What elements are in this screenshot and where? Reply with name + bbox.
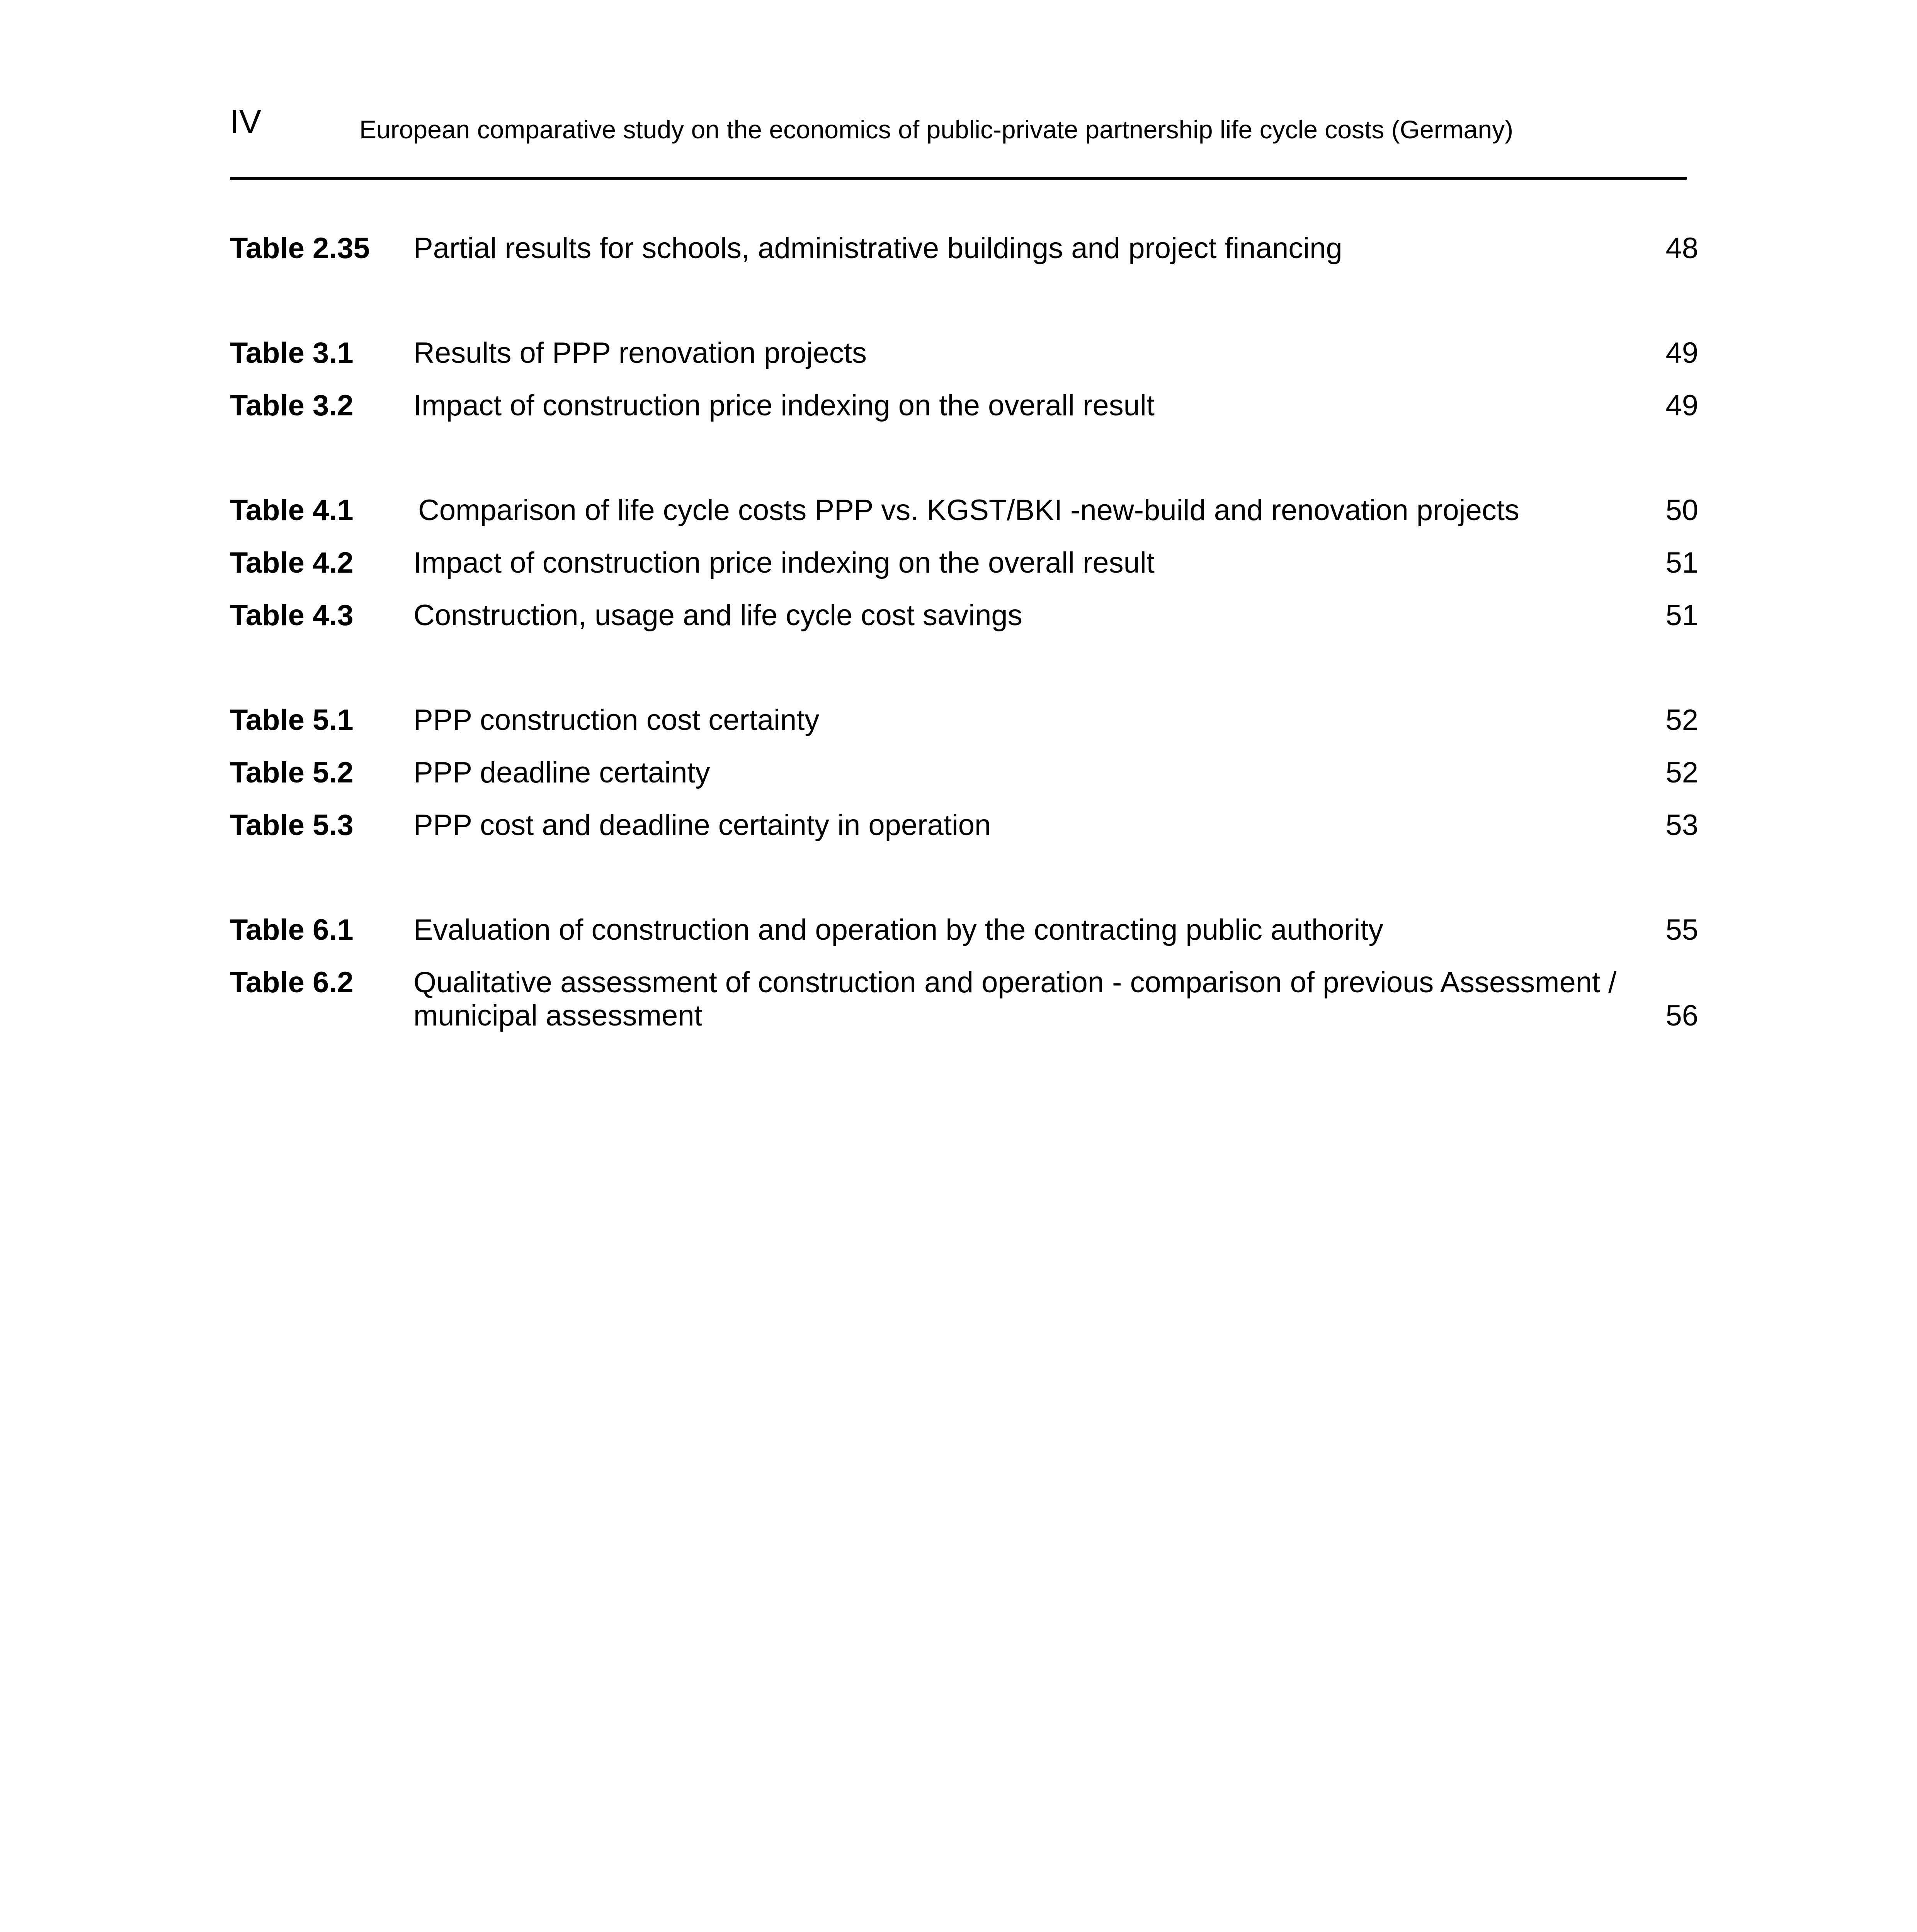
toc-entry-title: Comparison of life cycle costs PPP vs. KGST/BKI -new-build and renovation projects (418, 494, 1519, 527)
toc-entry-page: 52 (1665, 756, 1698, 789)
page-number: IV (230, 103, 262, 140)
toc-group-6 (230, 913, 1698, 1038)
toc-entry-title: PPP deadline certainty (413, 756, 710, 789)
toc-entry-page: 49 (1665, 389, 1698, 422)
toc-entry-label: Table 5.1 (230, 704, 354, 736)
toc-entry (230, 599, 1698, 651)
toc-group-3 (230, 337, 1698, 442)
toc-group-5 (230, 704, 1698, 861)
toc-entry-label: Table 5.2 (230, 756, 354, 789)
toc-entry (230, 913, 1698, 966)
toc-entry-title: PPP cost and deadline certainty in operation (413, 809, 991, 842)
toc-entry-page: 52 (1665, 704, 1698, 736)
toc-entry-label: Table 4.1 (230, 494, 354, 527)
toc-entry-label: Table 5.3 (230, 809, 354, 842)
header-divider (230, 177, 1687, 180)
toc-entry-page: 51 (1665, 546, 1698, 579)
list-of-tables (230, 232, 1698, 1090)
toc-entry-title: Impact of construction price indexing on the overall result (413, 546, 1155, 579)
toc-entry-page: 49 (1665, 337, 1698, 369)
toc-entry (230, 232, 1698, 284)
toc-entry (230, 494, 1698, 546)
toc-entry-title: Partial results for schools, administrative buildings and project financing (413, 232, 1342, 265)
toc-entry-title: Evaluation of construction and operation by the contracting public authority (413, 913, 1383, 946)
toc-entry (230, 966, 1698, 1038)
toc-entry-label: Table 3.1 (230, 337, 354, 369)
toc-entry-title: PPP construction cost certainty (413, 704, 820, 736)
toc-entry-label: Table 4.2 (230, 546, 354, 579)
toc-entry-page: 51 (1665, 599, 1698, 632)
toc-entry-page: 55 (1665, 913, 1698, 946)
toc-group-4 (230, 494, 1698, 651)
toc-entry-label: Table 3.2 (230, 389, 354, 422)
toc-entry (230, 337, 1698, 389)
toc-entry-label: Table 6.2 (230, 966, 354, 999)
toc-entry-label: Table 6.1 (230, 913, 354, 946)
toc-entry-page: 50 (1665, 494, 1698, 527)
toc-entry-page: 53 (1665, 809, 1698, 842)
toc-entry (230, 756, 1698, 809)
toc-entry (230, 809, 1698, 861)
toc-entry-label: Table 2.35 (230, 232, 370, 265)
toc-entry (230, 546, 1698, 599)
toc-entry-title: Construction, usage and life cycle cost savings (413, 599, 1022, 632)
toc-entry-title: Qualitative assessment of construction and operation - comparison of previous Assessment / municipal assessment (413, 966, 1617, 1032)
toc-entry-label: Table 4.3 (230, 599, 354, 632)
toc-entry-page: 56 (1665, 999, 1698, 1032)
toc-entry-title: Results of PPP renovation projects (413, 337, 867, 369)
running-header: European comparative study on the economics of public-private partnership life cycle costs (Germany) (359, 115, 1514, 144)
toc-entry (230, 389, 1698, 442)
toc-entry (230, 704, 1698, 756)
toc-entry-title: Impact of construction price indexing on the overall result (413, 389, 1155, 422)
toc-group-2 (230, 232, 1698, 284)
toc-entry-page: 48 (1665, 232, 1698, 265)
